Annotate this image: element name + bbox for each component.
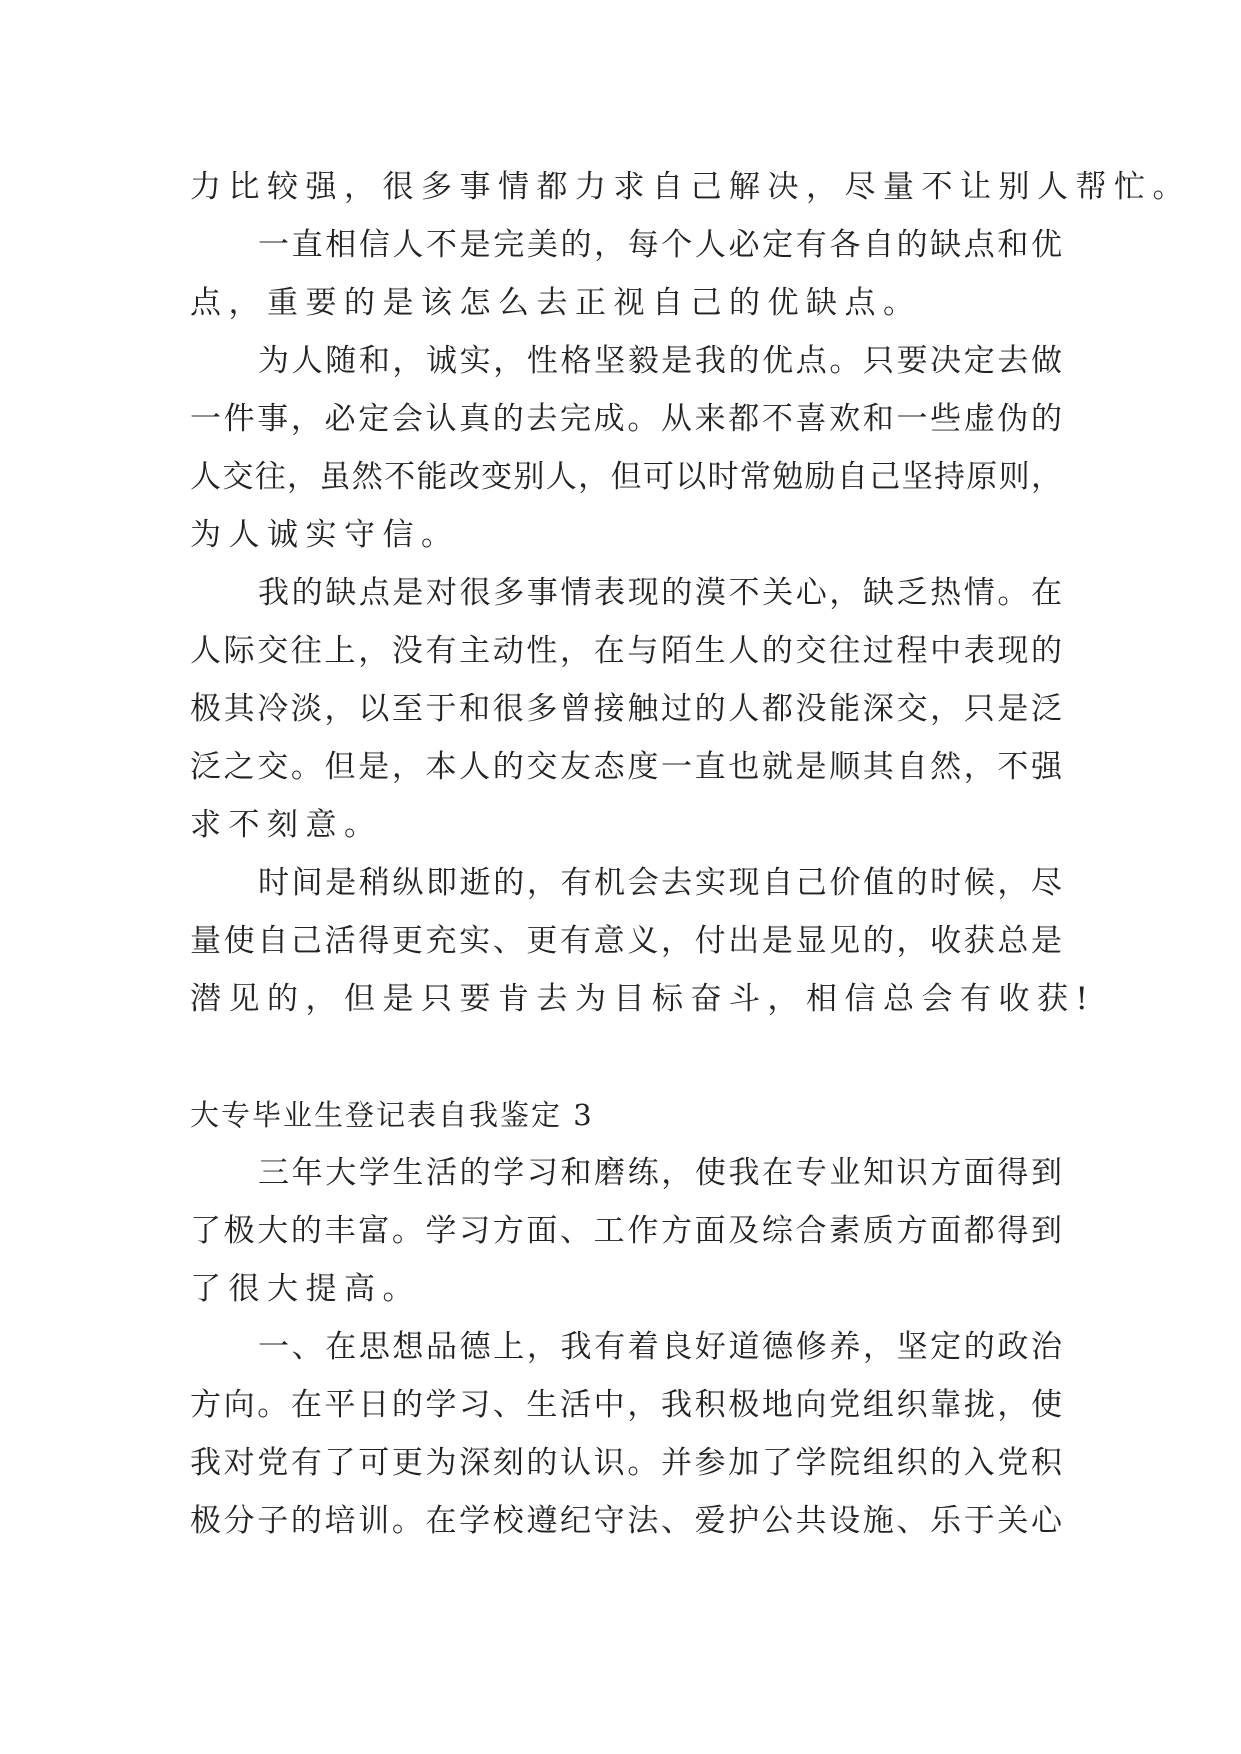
text-line: 了很大提高。 <box>190 1271 421 1307</box>
text-line: 泛之交。但是，本人的交友态度一直也就是顺其自然，不强 <box>190 749 1062 785</box>
text-line: 我的缺点是对很多事情表现的漠不关心，缺乏热情。在 <box>258 575 1062 611</box>
text-line: 我对党有了可更为深刻的认识。并参加了学院组织的入党积 <box>190 1445 1062 1481</box>
text-line: 一件事，必定会认真的去完成。从来都不喜欢和一些虚伪的 <box>190 401 1062 437</box>
paragraph-time <box>190 854 1096 1028</box>
text-line: 人际交往上，没有主动性，在与陌生人的交往过程中表现的 <box>190 633 1062 669</box>
text-line: 方向。在平日的学习、生活中，我积极地向党组织靠拢，使 <box>190 1387 1062 1423</box>
text-line: 了极大的丰富。学习方面、工作方面及综合素质方面都得到 <box>190 1213 1062 1249</box>
text-line: 时间是稍纵即逝的，有机会去实现自己价值的时候，尽 <box>258 865 1062 901</box>
text-line: 力比较强，很多事情都力求自己解决，尽量不让别人帮忙。 <box>190 169 1191 205</box>
paragraph-gap <box>190 1028 1062 1086</box>
paragraph-intro-end <box>190 158 1191 216</box>
paragraph-weaknesses <box>190 564 1062 854</box>
text-line: 点，重要的是该怎么去正视自己的优缺点。 <box>190 285 922 321</box>
section-title: 大专毕业生登记表自我鉴定 3 <box>190 1098 594 1132</box>
text-line: 三年大学生活的学习和磨练，使我在专业知识方面得到 <box>258 1155 1062 1191</box>
paragraph-belief <box>190 216 1062 332</box>
text-line: 为人诚实守信。 <box>190 517 460 553</box>
text-line: 极其冷淡，以至于和很多曾接触过的人都没能深交，只是泛 <box>190 691 1062 727</box>
text-line: 潜见的，但是只要肯去为目标奋斗，相信总会有收获! <box>190 981 1096 1017</box>
document-body <box>190 158 1191 1550</box>
text-line: 人交往，虽然不能改变别人，但可以时常勉励自己坚持原则， <box>190 459 1062 495</box>
paragraph-three-years <box>190 1144 1062 1318</box>
paragraph-strengths <box>190 332 1062 564</box>
text-line: 量使自己活得更充实、更有意义，付出是显见的，收获总是 <box>190 923 1062 959</box>
text-line: 为人随和，诚实，性格坚毅是我的优点。只要决定去做 <box>258 343 1062 379</box>
text-line: 一直相信人不是完美的，每个人必定有各自的缺点和优 <box>258 227 1062 263</box>
text-line: 一、在思想品德上，我有着良好道德修养，坚定的政治 <box>258 1329 1062 1365</box>
paragraph-moral <box>190 1318 1062 1550</box>
text-line: 极分子的培训。在学校遵纪守法、爱护公共设施、乐于关心 <box>190 1503 1062 1539</box>
text-line: 求不刻意。 <box>190 807 383 843</box>
